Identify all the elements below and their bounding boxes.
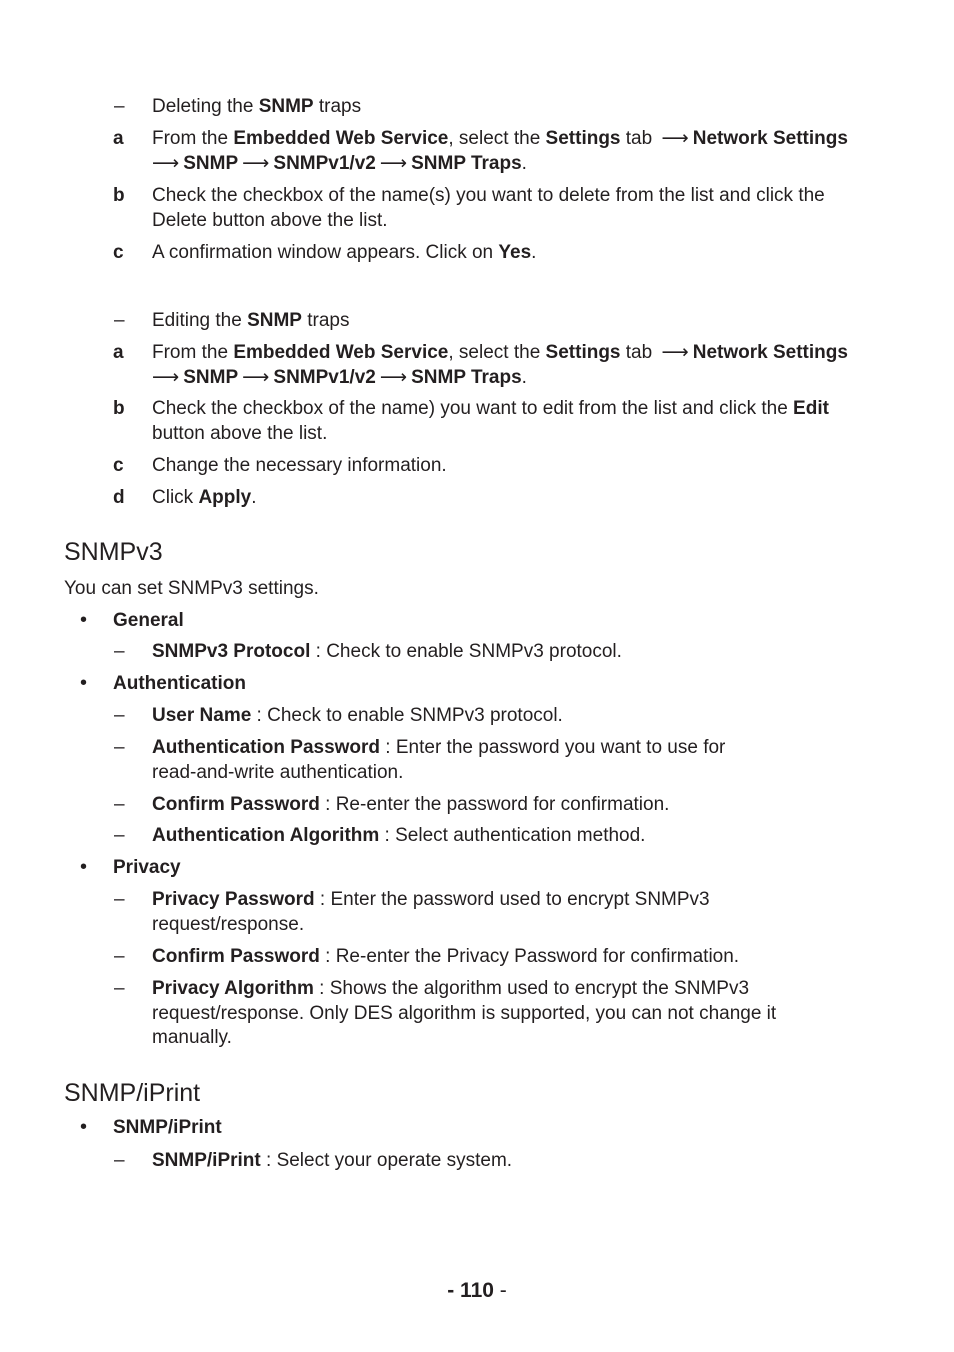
term: SNMP/iPrint bbox=[152, 1150, 261, 1171]
text: : Enter the password you want to use for bbox=[380, 737, 726, 758]
item-snmpv3-protocol bbox=[152, 639, 622, 664]
list-dash: – bbox=[114, 310, 125, 331]
term-embedded-web-service: Embedded Web Service bbox=[233, 128, 449, 149]
text: traps bbox=[313, 96, 362, 117]
item-user-name bbox=[152, 703, 563, 728]
text: , select the bbox=[448, 128, 546, 149]
editing-traps-item bbox=[152, 308, 350, 333]
step-marker-a: a bbox=[113, 128, 124, 149]
list-dash: – bbox=[114, 641, 125, 662]
item-privacy-algorithm bbox=[152, 976, 749, 1001]
term: User Name bbox=[152, 705, 252, 726]
term: Confirm Password bbox=[152, 946, 320, 967]
term: Confirm Password bbox=[152, 794, 320, 815]
term-snmp: SNMP bbox=[258, 96, 314, 117]
bullet: • bbox=[80, 609, 88, 631]
step-marker-a: a bbox=[113, 342, 124, 363]
text: tab bbox=[620, 128, 658, 149]
text: . bbox=[251, 487, 257, 508]
bullet-authentication: Authentication bbox=[113, 673, 246, 694]
item-auth-password-line-2: read-and-write authentication. bbox=[152, 762, 404, 783]
term: Privacy Algorithm bbox=[152, 978, 314, 999]
term-yes: Yes bbox=[498, 242, 532, 263]
term: SNMPv3 Protocol bbox=[152, 641, 311, 662]
bullet-general: General bbox=[113, 610, 184, 631]
item-confirm-password bbox=[152, 792, 669, 817]
text: A confirmation window appears. Click on bbox=[152, 242, 499, 263]
list-dash: – bbox=[114, 794, 125, 815]
term-settings: Settings bbox=[545, 342, 621, 363]
text: . bbox=[521, 367, 527, 388]
section-intro: You can set SNMPv3 settings. bbox=[64, 578, 319, 599]
page-number-value: - 110 bbox=[447, 1279, 494, 1302]
text: Check the checkbox of the name) you want to edit from the list and click the bbox=[152, 398, 794, 419]
step-b-line-1 bbox=[152, 396, 829, 421]
text: : Check to enable SNMPv3 protocol. bbox=[310, 641, 622, 662]
list-dash: – bbox=[114, 737, 125, 758]
term-apply: Apply bbox=[198, 487, 252, 508]
step-a-line-1 bbox=[152, 340, 848, 365]
item-privacy-algorithm-line-2: request/response. Only DES algorithm is supported, you can not change it bbox=[152, 1003, 777, 1024]
list-dash: – bbox=[114, 946, 125, 967]
arrow-icon: ⟶ bbox=[379, 153, 408, 174]
term-snmp: SNMP bbox=[247, 310, 302, 331]
step-marker-c: c bbox=[113, 242, 124, 263]
list-dash: – bbox=[114, 96, 125, 117]
item-privacy-confirm-password bbox=[152, 944, 739, 969]
section-heading-snmp-iprint: SNMP/iPrint bbox=[64, 1079, 201, 1107]
term-network-settings: Network Settings bbox=[692, 128, 848, 149]
arrow-icon: ⟶ bbox=[242, 153, 270, 174]
arrow-icon: ⟶ bbox=[152, 153, 180, 174]
term-snmpv1-v2: SNMPv1/v2 bbox=[273, 153, 376, 174]
step-c bbox=[152, 240, 536, 265]
term-snmp-traps: SNMP Traps bbox=[411, 153, 522, 174]
term: Authentication Password bbox=[152, 737, 381, 758]
text: : Check to enable SNMPv3 protocol. bbox=[251, 705, 563, 726]
item-privacy-algorithm-line-3: manually. bbox=[152, 1027, 232, 1048]
text: tab bbox=[620, 342, 658, 363]
list-dash: – bbox=[114, 705, 125, 726]
text: : Re-enter the password for confirmation. bbox=[319, 794, 670, 815]
text: . bbox=[521, 153, 527, 174]
step-b-line-2: button above the list. bbox=[152, 423, 328, 444]
item-privacy-password bbox=[152, 887, 710, 912]
bullet-privacy: Privacy bbox=[113, 857, 181, 878]
bullet: • bbox=[80, 1116, 88, 1138]
arrow-icon: ⟶ bbox=[661, 342, 689, 363]
step-marker-c: c bbox=[113, 455, 124, 476]
text: : Enter the password used to encrypt SNMPv3 bbox=[314, 889, 710, 910]
text: Deleting the bbox=[152, 96, 259, 117]
page-number-suffix: - bbox=[493, 1279, 507, 1302]
text: , select the bbox=[448, 342, 546, 363]
step-b-line-1: Check the checkbox of the name(s) you want to delete from the list and click the bbox=[152, 185, 825, 206]
text: From the bbox=[152, 342, 234, 363]
list-dash: – bbox=[114, 1150, 125, 1171]
item-privacy-password-line-2: request/response. bbox=[152, 914, 305, 935]
text: From the bbox=[152, 128, 234, 149]
step-a-line-1 bbox=[152, 126, 848, 151]
bullet-snmp-iprint: SNMP/iPrint bbox=[113, 1117, 222, 1138]
arrow-icon: ⟶ bbox=[379, 367, 408, 388]
text: : Shows the algorithm used to encrypt the SNMPv3 bbox=[313, 978, 750, 999]
item-auth-password bbox=[152, 735, 725, 760]
step-marker-b: b bbox=[113, 185, 125, 206]
step-a-line-2 bbox=[152, 365, 527, 390]
text: traps bbox=[301, 310, 350, 331]
step-d bbox=[152, 485, 257, 510]
text: . bbox=[531, 242, 537, 263]
term-embedded-web-service: Embedded Web Service bbox=[233, 342, 449, 363]
step-marker-b: b bbox=[113, 398, 125, 419]
arrow-icon: ⟶ bbox=[152, 367, 180, 388]
bullet: • bbox=[80, 672, 88, 694]
list-dash: – bbox=[114, 978, 125, 999]
item-snmp-iprint bbox=[152, 1148, 512, 1173]
term-network-settings: Network Settings bbox=[692, 342, 848, 363]
page-number bbox=[0, 1279, 954, 1303]
list-dash: – bbox=[114, 889, 125, 910]
term-snmp: SNMP bbox=[183, 153, 239, 174]
text: : Re-enter the Privacy Password for confirmation. bbox=[319, 946, 740, 967]
item-auth-algorithm bbox=[152, 823, 645, 848]
term-snmpv1-v2: SNMPv1/v2 bbox=[273, 367, 376, 388]
step-marker-d: d bbox=[113, 487, 125, 508]
list-dash: – bbox=[114, 825, 125, 846]
text: : Select authentication method. bbox=[379, 825, 646, 846]
term-snmp-traps: SNMP Traps bbox=[411, 367, 522, 388]
term-snmp: SNMP bbox=[183, 367, 239, 388]
step-a-line-2 bbox=[152, 151, 527, 176]
term: Privacy Password bbox=[152, 889, 315, 910]
text: Editing the bbox=[152, 310, 248, 331]
text: Click bbox=[152, 487, 199, 508]
term-settings: Settings bbox=[545, 128, 621, 149]
text: : Select your operate system. bbox=[260, 1150, 513, 1171]
bullet: • bbox=[80, 856, 88, 878]
arrow-icon: ⟶ bbox=[661, 128, 689, 149]
term: Authentication Algorithm bbox=[152, 825, 380, 846]
section-heading-snmpv3: SNMPv3 bbox=[64, 538, 163, 566]
deleting-traps-item bbox=[152, 94, 361, 119]
arrow-icon: ⟶ bbox=[242, 367, 270, 388]
step-c: Change the necessary information. bbox=[152, 455, 447, 476]
term-edit: Edit bbox=[793, 398, 829, 419]
step-b-line-2: Delete button above the list. bbox=[152, 210, 388, 231]
